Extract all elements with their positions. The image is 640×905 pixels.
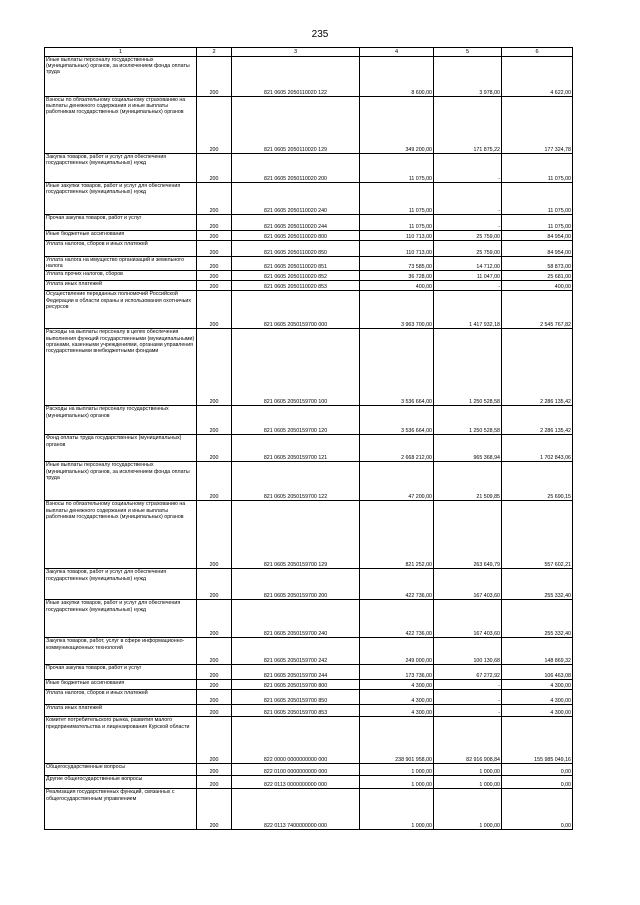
row-name: Закупка товаров, работ и услуг для обеспечения государственных (муниципальных) нужд — [45, 569, 197, 600]
row-code: 200 — [197, 97, 232, 154]
row-unexecuted: 0,00 — [502, 789, 573, 830]
row-approved: 249 000,00 — [360, 638, 434, 665]
row-kbk: 821 0605 2050110020 129 — [232, 97, 360, 154]
budget-table — [44, 47, 573, 830]
row-approved: 110 713,00 — [360, 231, 434, 241]
row-unexecuted: 2 286 135,42 — [502, 329, 573, 406]
row-name: Взносы по обязательному социальному страхованию на выплаты денежного содержания и иные выплаты работникам государственных (муниципальных) органов — [45, 501, 197, 569]
row-code: 200 — [197, 680, 232, 690]
row-executed: 14 712,00 — [434, 257, 502, 271]
table-body — [45, 48, 573, 830]
row-kbk: 821 0605 2050159700 000 — [232, 291, 360, 329]
row-executed: 1 000,00 — [434, 764, 502, 776]
row-kbk: 821 0605 2050110020 244 — [232, 215, 360, 231]
row-executed: 11 047,00 — [434, 271, 502, 281]
row-approved: 1 000,00 — [360, 789, 434, 830]
row-code: 200 — [197, 291, 232, 329]
row-approved: 11 075,00 — [360, 154, 434, 183]
row-code: 200 — [197, 257, 232, 271]
table-row — [45, 776, 573, 789]
row-unexecuted: 2 545 767,82 — [502, 291, 573, 329]
table-row — [45, 241, 573, 257]
row-code: 200 — [197, 789, 232, 830]
row-code: 200 — [197, 57, 232, 97]
table-row — [45, 501, 573, 569]
row-kbk: 821 0605 2050159700 800 — [232, 680, 360, 690]
row-approved: 173 736,00 — [360, 665, 434, 680]
row-code: 200 — [197, 329, 232, 406]
row-approved: 238 901 958,00 — [360, 717, 434, 764]
row-code: 200 — [197, 776, 232, 789]
row-name: Прочая закупка товаров, работ и услуг — [45, 215, 197, 231]
row-approved: 422 736,00 — [360, 600, 434, 638]
row-code: 200 — [197, 690, 232, 705]
row-executed: 171 875,22 — [434, 97, 502, 154]
row-kbk: 821 0605 2050110020 852 — [232, 271, 360, 281]
table-row — [45, 690, 573, 705]
row-executed: - — [434, 680, 502, 690]
row-unexecuted: 255 332,40 — [502, 569, 573, 600]
row-name: Иные выплаты персоналу государственных (муниципальных) органов, за исключением фонда оплаты труда — [45, 57, 197, 97]
row-executed: 1 250 528,58 — [434, 406, 502, 435]
row-unexecuted: 25 681,00 — [502, 271, 573, 281]
table-row — [45, 215, 573, 231]
row-approved: 422 736,00 — [360, 569, 434, 600]
row-name: Иные бюджетные ассигнования — [45, 680, 197, 690]
row-approved: 3 536 664,00 — [360, 329, 434, 406]
row-kbk: 821 0605 2050159700 122 — [232, 462, 360, 501]
row-unexecuted: 4 300,00 — [502, 680, 573, 690]
row-approved: 400,00 — [360, 281, 434, 291]
row-executed: 25 759,00 — [434, 231, 502, 241]
row-kbk: 821 0605 2050110020 200 — [232, 154, 360, 183]
row-unexecuted: 177 324,78 — [502, 97, 573, 154]
row-approved: 11 075,00 — [360, 183, 434, 215]
row-kbk: 822 0113 7400000000 000 — [232, 789, 360, 830]
row-executed: 167 403,60 — [434, 600, 502, 638]
row-unexecuted: 2 286 135,42 — [502, 406, 573, 435]
row-executed: 100 130,68 — [434, 638, 502, 665]
table-row — [45, 291, 573, 329]
row-unexecuted: 1 702 843,06 — [502, 435, 573, 462]
row-executed: - — [434, 690, 502, 705]
row-name: Иные бюджетные ассигнования — [45, 231, 197, 241]
row-code: 200 — [197, 231, 232, 241]
row-code: 200 — [197, 462, 232, 501]
table-row — [45, 97, 573, 154]
row-executed: 965 368,94 — [434, 435, 502, 462]
row-approved: 1 000,00 — [360, 776, 434, 789]
row-name: Осуществление переданных полномочий Российской Федерации в области охраны и использования охотничьих ресурсов — [45, 291, 197, 329]
row-name: Фонд оплаты труда государственных (муниципальных) органов — [45, 435, 197, 462]
row-approved: 8 600,00 — [360, 57, 434, 97]
row-unexecuted: 4 300,00 — [502, 705, 573, 717]
row-unexecuted: 11 075,00 — [502, 215, 573, 231]
row-executed: 263 649,79 — [434, 501, 502, 569]
row-executed: 167 403,60 — [434, 569, 502, 600]
row-code: 200 — [197, 271, 232, 281]
row-name: Уплата иных платежей — [45, 705, 197, 717]
row-kbk: 821 0605 2050110020 240 — [232, 183, 360, 215]
row-unexecuted: 11 075,00 — [502, 183, 573, 215]
row-kbk: 821 0605 2050159700 850 — [232, 690, 360, 705]
row-code: 200 — [197, 665, 232, 680]
table-row — [45, 462, 573, 501]
row-executed: - — [434, 705, 502, 717]
row-name: Расходы на выплаты персоналу в целях обеспечения выполнения функций государственными (муниципальными) органами, казенными учреждениями, органами управления государственными внебюджетными фондами — [45, 329, 197, 406]
row-unexecuted: 0,00 — [502, 764, 573, 776]
row-approved: 3 963 700,00 — [360, 291, 434, 329]
row-executed: 1 000,00 — [434, 789, 502, 830]
header-cell: 4 — [360, 48, 434, 57]
row-unexecuted: 255 332,40 — [502, 600, 573, 638]
header-cell: 3 — [232, 48, 360, 57]
row-kbk: 821 0605 2050159700 200 — [232, 569, 360, 600]
row-kbk: 822 0113 0000000000 000 — [232, 776, 360, 789]
row-name: Иные выплаты персоналу государственных (муниципальных) органов, за исключением фонда оплаты труда — [45, 462, 197, 501]
table-row — [45, 717, 573, 764]
row-unexecuted: 84 954,00 — [502, 241, 573, 257]
header-cell: 1 — [45, 48, 197, 57]
row-approved: 3 536 664,00 — [360, 406, 434, 435]
row-approved: 36 728,00 — [360, 271, 434, 281]
row-unexecuted: 557 602,21 — [502, 501, 573, 569]
row-executed: - — [434, 154, 502, 183]
row-kbk: 821 0605 2050159700 129 — [232, 501, 360, 569]
row-unexecuted: 4 300,00 — [502, 690, 573, 705]
row-kbk: 821 0605 2050110020 851 — [232, 257, 360, 271]
row-approved: 4 300,00 — [360, 705, 434, 717]
row-unexecuted: 155 985 049,16 — [502, 717, 573, 764]
table-row — [45, 665, 573, 680]
row-name: Комитет потребительского рынка, развития малого предпринимательства и лицензирования Курской области — [45, 717, 197, 764]
row-name: Уплата налогов, сборов и иных платежей — [45, 690, 197, 705]
row-code: 200 — [197, 764, 232, 776]
row-code: 200 — [197, 406, 232, 435]
row-unexecuted: 106 463,08 — [502, 665, 573, 680]
table-row — [45, 705, 573, 717]
row-name: Иные закупки товаров, работ и услуг для обеспечения государственных (муниципальных) нужд — [45, 600, 197, 638]
row-unexecuted: 25 690,15 — [502, 462, 573, 501]
row-approved: 73 585,00 — [360, 257, 434, 271]
row-executed: - — [434, 215, 502, 231]
row-name: Взносы по обязательному социальному страхованию на выплаты денежного содержания и иные выплаты работникам государственных (муниципальных) органов — [45, 97, 197, 154]
table-row — [45, 257, 573, 271]
row-name: Иные закупки товаров, работ и услуг для обеспечения государственных (муниципальных) нужд — [45, 183, 197, 215]
row-name: Прочая закупка товаров, работ и услуг — [45, 665, 197, 680]
row-executed: - — [434, 183, 502, 215]
row-executed: 1 417 932,18 — [434, 291, 502, 329]
table-row — [45, 406, 573, 435]
row-kbk: 821 0605 2050110020 853 — [232, 281, 360, 291]
table-row — [45, 680, 573, 690]
row-name: Общегосударственные вопросы — [45, 764, 197, 776]
row-unexecuted: 148 869,32 — [502, 638, 573, 665]
row-code: 200 — [197, 281, 232, 291]
table-row — [45, 638, 573, 665]
row-code: 200 — [197, 183, 232, 215]
row-kbk: 821 0605 2050159700 853 — [232, 705, 360, 717]
row-code: 200 — [197, 638, 232, 665]
row-kbk: 821 0605 2050159700 121 — [232, 435, 360, 462]
row-unexecuted: 58 873,00 — [502, 257, 573, 271]
row-name: Уплата прочих налогов, сборов — [45, 271, 197, 281]
row-name: Уплата налогов, сборов и иных платежей — [45, 241, 197, 257]
row-unexecuted: 0,00 — [502, 776, 573, 789]
row-code: 200 — [197, 241, 232, 257]
table-row — [45, 57, 573, 97]
page-number: 235 — [311, 29, 329, 40]
header-cell: 5 — [434, 48, 502, 57]
row-code: 200 — [197, 705, 232, 717]
row-code: 200 — [197, 215, 232, 231]
row-executed: 25 759,00 — [434, 241, 502, 257]
row-kbk: 821 0605 2050159700 242 — [232, 638, 360, 665]
header-cell: 6 — [502, 48, 573, 57]
row-executed: 21 509,85 — [434, 462, 502, 501]
row-name: Другие общегосударственные вопросы — [45, 776, 197, 789]
row-name: Уплата налога на имущество организаций и земельного налога — [45, 257, 197, 271]
row-kbk: 821 0605 2050110020 850 — [232, 241, 360, 257]
row-name: Реализация государственных функций, связанных с общегосударственным управлением — [45, 789, 197, 830]
table-row — [45, 271, 573, 281]
row-approved: 821 252,00 — [360, 501, 434, 569]
row-code: 200 — [197, 501, 232, 569]
row-approved: 2 668 212,00 — [360, 435, 434, 462]
table-row — [45, 281, 573, 291]
row-executed: - — [434, 281, 502, 291]
row-kbk: 821 0605 2050110020 122 — [232, 57, 360, 97]
row-executed: 67 272,92 — [434, 665, 502, 680]
row-kbk: 821 0605 2050159700 240 — [232, 600, 360, 638]
row-approved: 110 713,00 — [360, 241, 434, 257]
row-approved: 47 200,00 — [360, 462, 434, 501]
header-cell: 2 — [197, 48, 232, 57]
table-row — [45, 183, 573, 215]
row-name: Расходы на выплаты персоналу государственных (муниципальных) органов — [45, 406, 197, 435]
row-code: 200 — [197, 435, 232, 462]
row-name: Уплата иных платежей — [45, 281, 197, 291]
row-executed: 1 000,00 — [434, 776, 502, 789]
row-kbk: 821 0605 2050110020 800 — [232, 231, 360, 241]
table-row — [45, 764, 573, 776]
row-unexecuted: 84 954,00 — [502, 231, 573, 241]
row-unexecuted: 4 622,00 — [502, 57, 573, 97]
table-row — [45, 154, 573, 183]
row-name: Закупка товаров, работ, услуг в сфере информационно-коммуникационных технологий — [45, 638, 197, 665]
table-row — [45, 435, 573, 462]
row-unexecuted: 11 075,00 — [502, 154, 573, 183]
row-executed: 82 916 908,84 — [434, 717, 502, 764]
table-row — [45, 329, 573, 406]
row-code: 200 — [197, 569, 232, 600]
table-row — [45, 569, 573, 600]
row-unexecuted: 400,00 — [502, 281, 573, 291]
row-approved: 4 300,00 — [360, 690, 434, 705]
table-row — [45, 231, 573, 241]
row-executed: 1 250 528,58 — [434, 329, 502, 406]
row-approved: 1 000,00 — [360, 764, 434, 776]
row-code: 200 — [197, 717, 232, 764]
row-name: Закупка товаров, работ и услуг для обеспечения государственных (муниципальных) нужд — [45, 154, 197, 183]
table-row — [45, 600, 573, 638]
row-approved: 11 075,00 — [360, 215, 434, 231]
row-code: 200 — [197, 154, 232, 183]
row-kbk: 821 0605 2050159700 100 — [232, 329, 360, 406]
row-approved: 349 200,00 — [360, 97, 434, 154]
row-executed: 3 978,00 — [434, 57, 502, 97]
row-kbk: 822 0100 0000000000 000 — [232, 764, 360, 776]
table-row — [45, 789, 573, 830]
row-code: 200 — [197, 600, 232, 638]
row-approved: 4 300,00 — [360, 680, 434, 690]
row-kbk: 821 0605 2050159700 120 — [232, 406, 360, 435]
table-header-row — [45, 48, 573, 57]
row-kbk: 821 0605 2050159700 244 — [232, 665, 360, 680]
row-kbk: 822 0000 0000000000 000 — [232, 717, 360, 764]
